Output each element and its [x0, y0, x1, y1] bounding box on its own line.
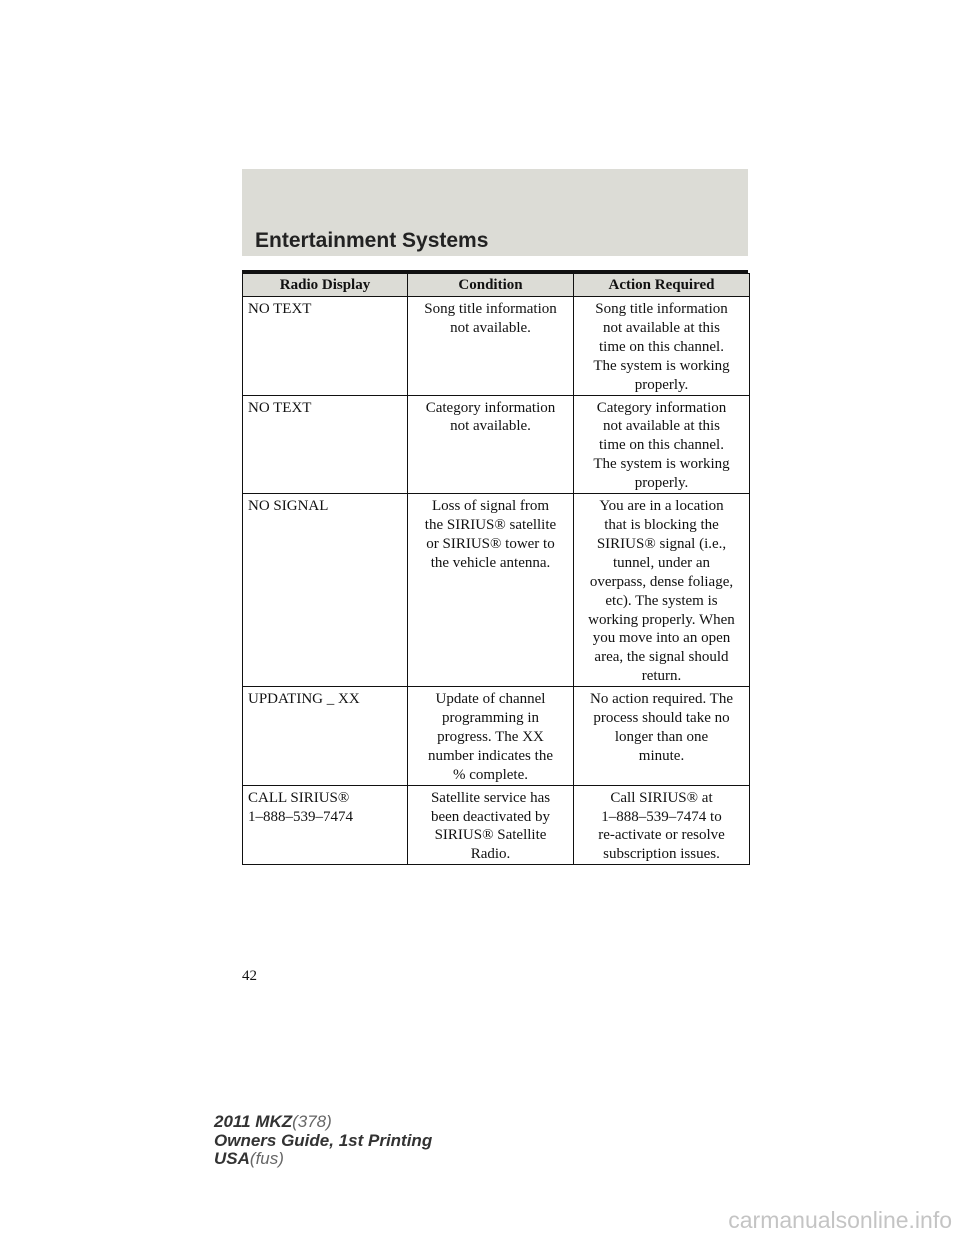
cell-text-line: Radio.: [470, 846, 511, 863]
cell-text-line: % complete.: [453, 766, 528, 783]
cell-text-line: or SIRIUS® tower to: [426, 535, 555, 552]
cell-text-line: SIRIUS® signal (i.e.,: [596, 535, 727, 552]
cell-text-line: number indicates the: [428, 747, 553, 764]
cell-text-line: NO SIGNAL: [248, 498, 329, 515]
table-header-row: [243, 274, 750, 297]
cell-text-line: Song title information: [424, 301, 557, 317]
cell-text-line: No action required. The: [589, 691, 733, 708]
footer-guide: Owners Guide, 1st Printing: [214, 1130, 433, 1150]
cell-text-line: CALL SIRIUS®: [248, 789, 350, 806]
cell-text-line: Loss of signal from: [431, 498, 550, 515]
cell-text-line: Satellite service has: [430, 789, 551, 806]
column-header-condition: Condition: [408, 274, 574, 297]
cell-text-line: re-activate or resolve: [598, 827, 725, 844]
cell-text-line: Category information: [596, 399, 727, 416]
footer-model: 2011 MKZ: [214, 1112, 293, 1131]
cell-text-line: SIRIUS® Satellite: [434, 827, 547, 844]
condition-cell: [408, 785, 574, 865]
footer-guide-line: [214, 1132, 432, 1151]
cell-text-line: not available at this: [602, 418, 721, 435]
table-row: [243, 785, 750, 865]
action-cell: [574, 297, 750, 396]
cell-text-line: working properly. When: [588, 611, 735, 628]
cell-text-line: area, the signal should: [594, 649, 729, 666]
display-cell: [243, 297, 408, 396]
table-row: [243, 687, 750, 786]
cell-text-line: overpass, dense foliage,: [589, 573, 734, 590]
cell-text-line: not available.: [450, 319, 531, 336]
condition-cell: [408, 494, 574, 687]
page-number: 42: [242, 968, 257, 984]
cell-text-line: return.: [641, 668, 682, 685]
cell-text-line: Call SIRIUS® at: [610, 789, 713, 806]
cell-text-line: 1–888–539–7474: [248, 808, 353, 825]
cell-text-line: The system is working: [593, 357, 730, 374]
footer-market-line: [214, 1150, 432, 1169]
condition-cell: [408, 687, 574, 786]
condition-cell: [408, 297, 574, 396]
cell-text-line: NO TEXT: [248, 399, 312, 416]
column-header-radio-display: Radio Display: [243, 274, 408, 297]
footer-model-line: [214, 1113, 432, 1132]
cell-text-line: subscription issues.: [603, 846, 720, 863]
radio-display-table: [242, 273, 750, 865]
cell-text-line: process should take no: [593, 710, 730, 727]
display-cell: [243, 785, 408, 865]
cell-text-line: time on this channel.: [599, 338, 724, 355]
cell-text-line: properly.: [634, 475, 689, 492]
cell-text-line: that is blocking the: [604, 516, 719, 533]
cell-text-line: UPDATING _ XX: [248, 691, 360, 708]
action-cell: [574, 395, 750, 494]
action-cell: [574, 494, 750, 687]
display-cell: [243, 494, 408, 687]
display-cell: [243, 395, 408, 494]
cell-text-line: programming in: [441, 710, 540, 727]
cell-text-line: the SIRIUS® satellite: [424, 516, 557, 533]
cell-text-line: The system is working: [593, 456, 730, 473]
cell-text-line: minute.: [638, 747, 685, 764]
cell-text-line: etc). The system is: [605, 592, 718, 609]
action-cell: [574, 785, 750, 865]
column-header-action-required: Action Required: [574, 274, 750, 297]
cell-text-line: 1–888–539–7474 to: [601, 808, 722, 825]
display-cell: [243, 687, 408, 786]
cell-text-line: been deactivated by: [430, 808, 551, 825]
cell-text-line: NO TEXT: [248, 301, 312, 317]
cell-text-line: not available.: [450, 418, 531, 435]
cell-text-line: the vehicle antenna.: [430, 554, 551, 571]
cell-text-line: longer than one: [614, 728, 709, 745]
cell-text-line: Song title information: [595, 301, 728, 317]
footer-model-code: (378): [292, 1112, 332, 1131]
table-row: [243, 395, 750, 494]
cell-text-line: Update of channel: [435, 691, 546, 708]
cell-text-line: Category information: [425, 399, 556, 416]
footer-market-code: (fus): [249, 1149, 284, 1168]
table-row: [243, 494, 750, 687]
section-title: Entertainment Systems: [255, 229, 489, 252]
action-cell: [574, 687, 750, 786]
cell-text-line: You are in a location: [599, 498, 724, 515]
cell-text-line: time on this channel.: [599, 437, 724, 454]
condition-cell: [408, 395, 574, 494]
cell-text-line: properly.: [634, 376, 689, 393]
cell-text-line: progress. The XX: [437, 728, 544, 745]
cell-text-line: you move into an open: [592, 630, 731, 647]
watermark: carmanualsonline.info: [728, 1207, 952, 1233]
table-row: [243, 297, 750, 396]
footer-market: USA: [214, 1149, 250, 1168]
cell-text-line: not available at this: [602, 319, 721, 336]
cell-text-line: tunnel, under an: [612, 554, 711, 571]
print-footer: [214, 1113, 432, 1169]
